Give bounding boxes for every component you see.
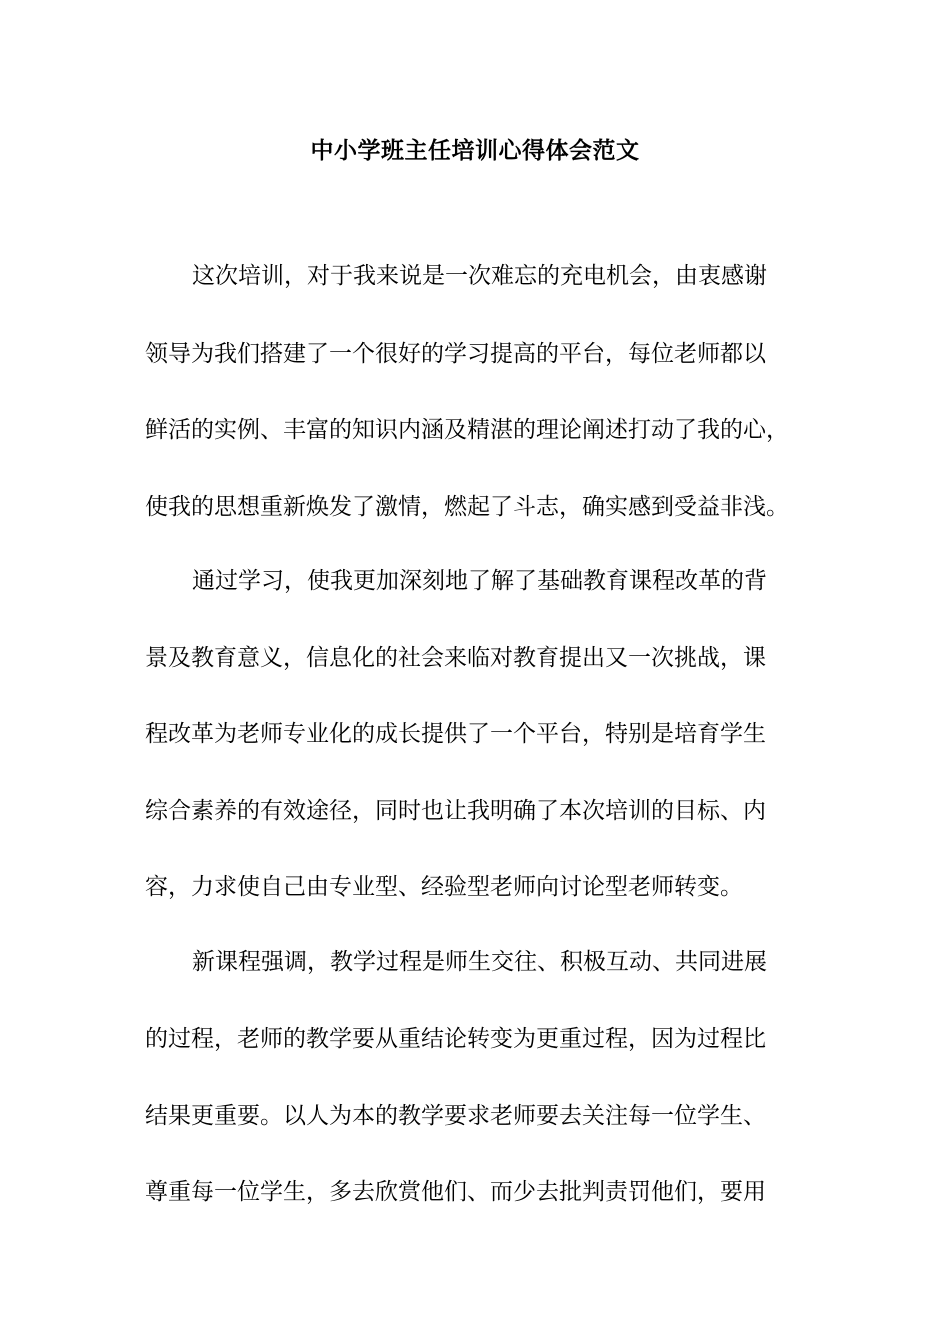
- paragraph-1-line-2: 领导为我们搭建了一个很好的学习提高的平台，每位老师都以: [145, 341, 766, 367]
- paragraph-2-line-4: 综合素养的有效途径，同时也让我明确了本次培训的目标、内: [145, 798, 766, 824]
- paragraph-2-line-3: 程改革为老师专业化的成长提供了一个平台，特别是培育学生: [145, 721, 766, 747]
- paragraph-2-line-1: 通过学习，使我更加深刻地了解了基础教育课程改革的背: [192, 568, 767, 594]
- paragraph-2-line-2: 景及教育意义，信息化的社会来临对教育提出又一次挑战，课: [145, 645, 766, 671]
- paragraph-2-line-5: 容，力求使自己由专业型、经验型老师向讨论型老师转变。: [145, 874, 743, 900]
- paragraph-3-line-2: 的过程，老师的教学要从重结论转变为更重过程，因为过程比: [145, 1026, 766, 1052]
- paragraph-1-line-1: 这次培训，对于我来说是一次难忘的充电机会，由衷感谢: [192, 263, 767, 289]
- paragraph-3-line-4: 尊重每一位学生，多去欣赏他们、而少去批判责罚他们，要用: [145, 1179, 766, 1205]
- paragraph-1-line-4: 使我的思想重新焕发了激情，燃起了斗志，确实感到受益非浅。: [145, 494, 789, 520]
- paragraph-1-line-3: 鲜活的实例、丰富的知识内涵及精湛的理论阐述打动了我的心，: [145, 417, 789, 443]
- document-title: 中小学班主任培训心得体会范文: [310, 137, 640, 164]
- paragraph-3-line-1: 新课程强调，教学过程是师生交往、积极互动、共同进展: [192, 949, 767, 975]
- paragraph-3-line-3: 结果更重要。以人为本的教学要求老师要去关注每一位学生、: [145, 1103, 766, 1129]
